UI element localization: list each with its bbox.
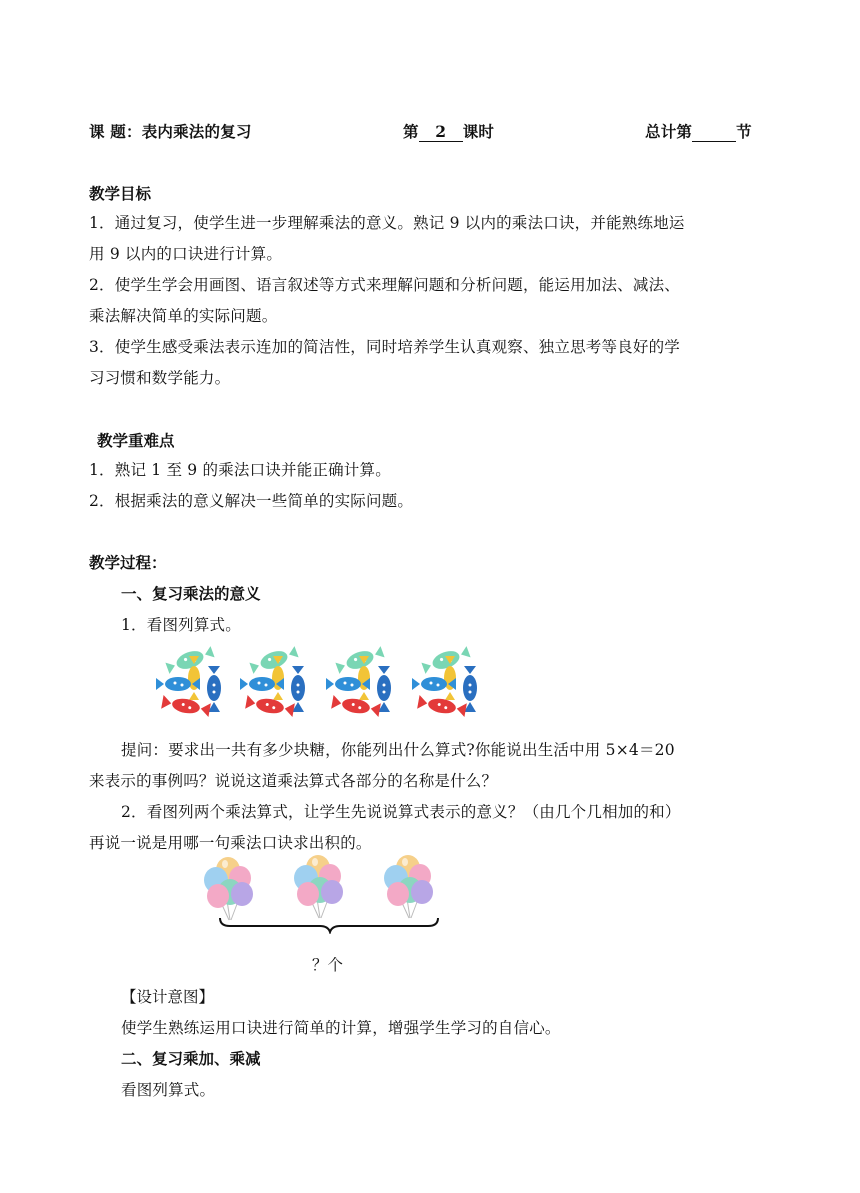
section2-text: 看图列算式。 (121, 1081, 216, 1099)
lesson-prefix: 第 (403, 122, 419, 141)
candy-group (156, 644, 221, 717)
balloon-group (294, 855, 343, 918)
candy-group (326, 644, 391, 717)
objectives-heading: 教学目标 (89, 184, 152, 203)
topic-title: 课 题：表内乘法的复习 (89, 122, 252, 141)
total-suffix: 节 (736, 122, 752, 141)
objective-line: 1．通过复习，使学生进一步理解乘法的意义。熟记 9 以内的乘法口诀，并能熟练地运 (89, 214, 685, 232)
item1-text: 1．看图列算式。 (121, 616, 241, 634)
objective-line: 用 9 以内的口诀进行计算。 (89, 245, 283, 263)
key-point-line: 2．根据乘法的意义解决一些简单的实际问题。 (89, 492, 414, 510)
lesson-number (403, 120, 494, 142)
design-intent-text: 使学生熟练运用口诀进行简单的计算，增强学生学习的自信心。 (121, 1019, 561, 1037)
item2-line: 再说一说是用哪一句乘法口诀求出积的。 (89, 834, 372, 852)
objective-line: 2．使学生学会用画图、语言叙述等方式来理解问题和分析问题，能运用加法、减法、 (89, 276, 680, 294)
total-brace (220, 918, 438, 932)
item2-line: 2．看图列两个乘法算式，让学生先说说算式表示的意义？（由几个几相加的和） (121, 803, 681, 821)
question-line: 来表示的事例吗？说说这道乘法算式各部分的名称是什么？ (89, 772, 498, 790)
candy-group (240, 644, 305, 717)
objective-line: 3．使学生感受乘法表示连加的简洁性，同时培养学生认真观察、独立思考等良好的学 (89, 338, 680, 356)
objective-line: 习习惯和数学能力。 (89, 369, 231, 387)
section2-title: 二、复习乘加、乘减 (121, 1049, 261, 1068)
candy-groups-image (150, 644, 490, 720)
question-line: 提问：要求出一共有多少块糖，你能列出什么算式?你能说出生活中用 5×4＝20 (121, 741, 675, 759)
lesson-number-value: 2 (419, 122, 463, 142)
process-heading: 教学过程： (89, 553, 167, 572)
objective-line: 乘法解决简单的实际问题。 (89, 307, 278, 325)
candy-group (412, 644, 477, 717)
balloon-groups-image (190, 852, 470, 934)
balloon-group (384, 855, 433, 918)
lesson-suffix: 课时 (462, 122, 495, 141)
balloon-group (204, 857, 253, 920)
total-prefix: 总计第 (645, 122, 693, 141)
section1-title: 一、复习乘法的意义 (121, 584, 261, 603)
key-points-heading: 教学重难点 (97, 431, 175, 450)
total-number-blank (692, 123, 736, 142)
key-point-line: 1．熟记 1 至 9 的乘法口诀并能正确计算。 (89, 461, 391, 479)
total-count (645, 120, 752, 142)
balloon-total-label: ？个 (312, 956, 344, 974)
design-intent-heading: 【设计意图】 (121, 988, 215, 1006)
